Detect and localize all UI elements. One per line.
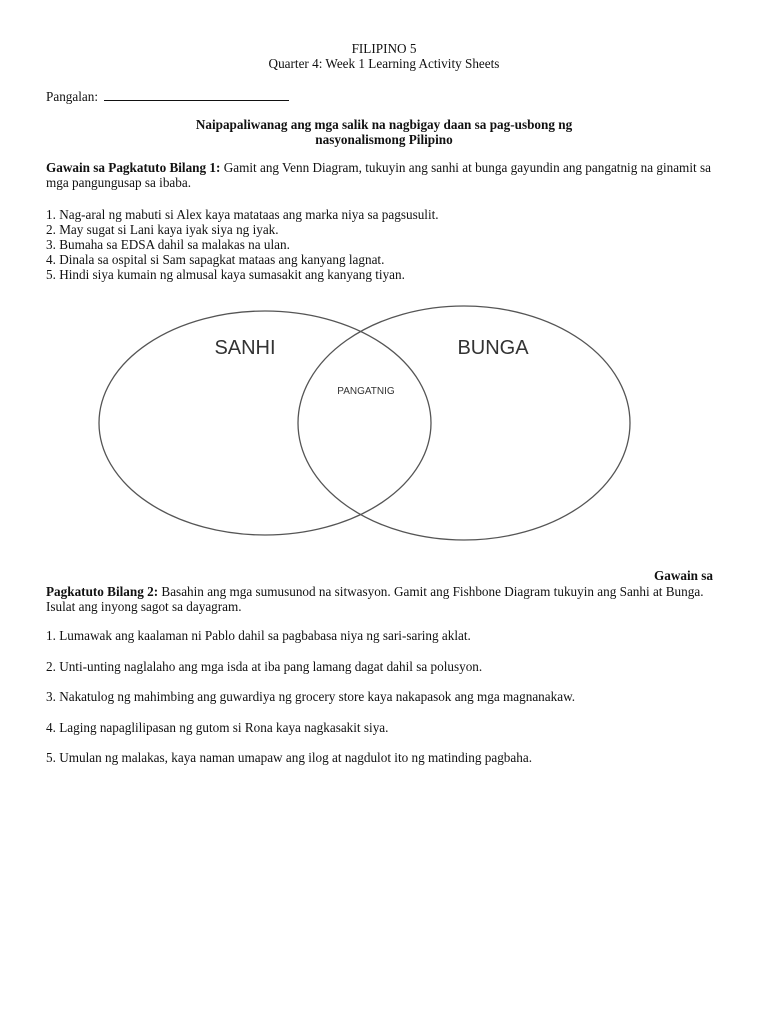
- list-item: 4. Laging napaglilipasan ng gutom si Rona kaya nagkasakit siya.: [46, 719, 389, 735]
- venn-bunga-label: BUNGA: [457, 337, 529, 359]
- activity2-heading: Pagkatuto Bilang 2:: [46, 584, 159, 599]
- name-field: [46, 88, 289, 104]
- objective-line-1: Naipapaliwanag ang mga salik na nagbigay daan sa pag-usbong ng: [195, 117, 573, 132]
- list-item: 1. Nag-aral ng mabuti si Alex kaya matataas ang marka niya sa pagsusulit.: [46, 207, 439, 222]
- objective-line-2: nasyonalismong Pilipino: [315, 132, 453, 147]
- list-item: 5. Hindi siya kumain ng almusal kaya sumasakit ang kanyang tiyan.: [46, 267, 405, 282]
- activity2-heading-tail: Gawain sa: [654, 568, 713, 583]
- activity1-instruction: [46, 160, 726, 190]
- list-item: 3. Nakatulog ng mahimbing ang guwardiya ng grocery store kaya nakapasok ang mga magnanakaw.: [46, 689, 576, 704]
- venn-sanhi-label: SANHI: [214, 337, 276, 359]
- name-label: Pangalan:: [46, 89, 99, 104]
- activity2-instruction-text: Basahin ang mga sumusunod na sitwasyon. Gamit ang Fishbone Diagram tukuyin ang Sanhi at Bunga. Isulat ang inyong sagot sa dayagram.: [46, 584, 704, 614]
- list-item: 4. Dinala sa ospital si Sam sapagkat mataas ang kanyang lagnat.: [46, 252, 385, 267]
- activity2-list: [46, 628, 575, 781]
- document-title: FILIPINO 5: [351, 41, 417, 56]
- activity1-list: [46, 207, 439, 282]
- activity2-instruction: [46, 584, 726, 614]
- venn-pangatnig-label: PANGATNIG: [337, 386, 395, 397]
- venn-diagram: [0, 300, 768, 570]
- list-item: 5. Umulan ng malakas, kaya naman umapaw ang ilog at nagdulot ito ng matinding pagbaha.: [46, 750, 532, 765]
- document-subtitle: Quarter 4: Week 1 Learning Activity Sheets: [268, 56, 500, 71]
- activity1-instruction-text: Gamit ang Venn Diagram, tukuyin ang sanhi at bunga gayundin ang pangatnig na ginamit sa mga pangungusap sa ibaba.: [46, 160, 711, 190]
- list-item: 2. May sugat si Lani kaya iyak siya ng iyak.: [46, 222, 279, 237]
- name-blank-line[interactable]: [104, 88, 289, 101]
- list-item: 2. Unti-unting naglalaho ang mga isda at iba pang lamang dagat dahil sa polusyon.: [46, 658, 483, 674]
- learning-objective: [0, 117, 768, 147]
- activity1-heading: Gawain sa Pagkatuto Bilang 1:: [46, 160, 221, 175]
- list-item: 3. Bumaha sa EDSA dahil sa malakas na ulan.: [46, 237, 290, 252]
- list-item: 1. Lumawak ang kaalaman ni Pablo dahil sa pagbabasa niya ng sari-saring aklat.: [46, 628, 471, 643]
